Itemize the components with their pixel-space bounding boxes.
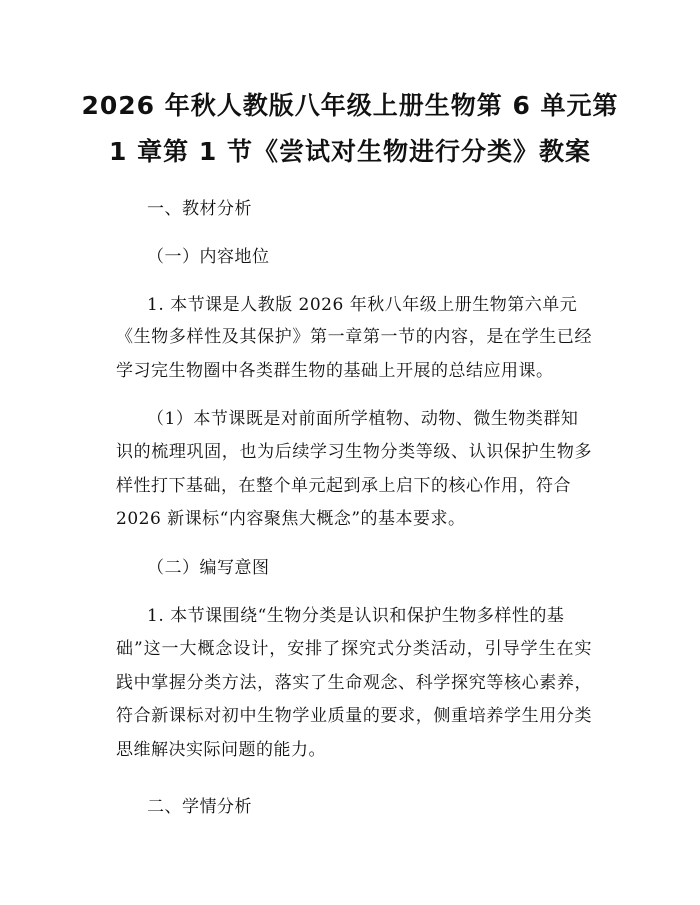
subsection-heading-content-position: （一）内容地位 [147, 247, 270, 267]
document-title-line-2: 1 章第 1 节《尝试对生物进行分类》教案 [109, 137, 591, 166]
paragraph-3-line-4: 符合新课标对初中生物学业质量的要求，侧重培养学生用分类 [116, 706, 592, 726]
paragraph-2-line-3: 样性打下基础，在整个单元起到承上启下的核心作用，符合 [116, 476, 571, 496]
paragraph-3-line-1: 1. 本节课围绕“生物分类是认识和保护生物多样性的基 [147, 606, 565, 626]
subsection-heading-writing-intent: （二）编写意图 [147, 558, 270, 578]
section-heading-textbook-analysis: 一、教材分析 [147, 199, 252, 219]
paragraph-1-line-1: 1. 本节课是人教版 2026 年秋八年级上册生物第六单元 [147, 295, 578, 315]
paragraph-2-line-1: （1）本节课既是对前面所学植物、动物、微生物类群知 [147, 409, 579, 429]
paragraph-3-line-2: 础”这一大概念设计，安排了探究式分类活动，引导学生在实 [116, 639, 592, 659]
paragraph-1-line-2: 《生物多样性及其保护》第一章第一节的内容，是在学生已经 [116, 327, 592, 347]
section-heading-student-analysis: 二、学情分析 [147, 797, 252, 817]
paragraph-1-line-3: 学习完生物圈中各类群生物的基础上开展的总结应用课。 [116, 361, 554, 381]
paragraph-2-line-2: 识的梳理巩固，也为后续学习生物分类等级、认识保护生物多 [116, 442, 592, 462]
document-title-line-1: 2026 年秋人教版八年级上册生物第 6 单元第 [81, 91, 619, 120]
paragraph-2-line-4: 2026 新课标“内容聚焦大概念”的基本要求。 [116, 509, 466, 529]
paragraph-3-line-5: 思维解决实际问题的能力。 [116, 740, 326, 760]
paragraph-3-line-3: 践中掌握分类方法，落实了生命观念、科学探究等核心素养， [116, 673, 592, 693]
